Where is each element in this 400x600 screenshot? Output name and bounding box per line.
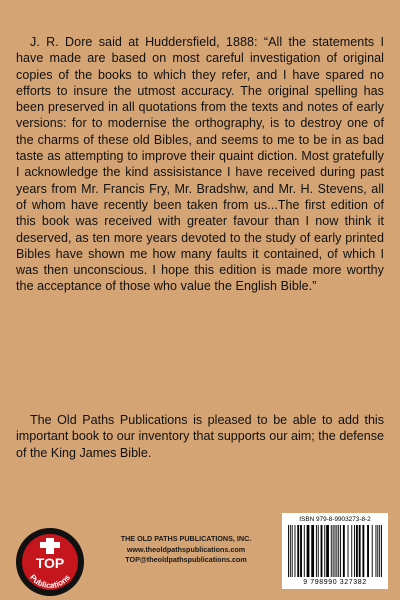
logo-top-text: TOP bbox=[35, 555, 65, 571]
barcode-bar bbox=[377, 525, 378, 577]
barcode-bar bbox=[372, 525, 373, 577]
barcode-bar bbox=[292, 525, 293, 577]
barcode-bar bbox=[290, 525, 291, 577]
barcode-bar bbox=[359, 525, 361, 577]
barcode-bar bbox=[356, 525, 358, 577]
barcode-bar bbox=[326, 525, 329, 577]
barcode-bar bbox=[338, 525, 339, 577]
isbn-barcode bbox=[282, 513, 388, 589]
dore-quote-paragraph: J. R. Dore said at Huddersfield, 1888: “All the statements I have made are based on most careful investigation of original copies of the books to which they refer, and I have spared no efforts to insure the utmost accuracy. The original spelling has been preserved in all quotations from the texts and notes of early versions: for to modernise the orthography, is to destroy one of the charms of these old Bibles, and seems to me to be in as bad taste as attempting to improve their quaint diction. Most gratefully I acknowledge the kind assisistance I have received during past years from Mr. Francis Fry, Mr. Bradshw, and Mr. H. Stevens, all of whom have recently been taken from us...The first edition of this book was received with greater favour than I now think it deserved, as ten more years devoted to the study of early printed Bibles have shown me how many faults it contained, of which I was then unconscious. I hope this edition is made more worthy the acceptance of those who value the English Bible.” bbox=[16, 35, 384, 294]
barcode-bar bbox=[340, 525, 341, 577]
logo-bottom-text: Publications bbox=[27, 572, 73, 591]
barcode-bar bbox=[331, 525, 332, 577]
barcode-bar bbox=[351, 525, 352, 577]
barcode-bar bbox=[297, 525, 299, 577]
barcode-bar bbox=[354, 525, 355, 577]
barcode-digits: 9 798990 327382 bbox=[303, 579, 367, 586]
publisher-name: THE OLD PATHS PUBLICATIONS, INC. bbox=[120, 534, 252, 543]
barcode-bar bbox=[362, 525, 364, 577]
barcode-bar bbox=[348, 525, 349, 577]
barcode-bar bbox=[333, 525, 334, 577]
top-publications-logo-icon bbox=[14, 526, 86, 598]
barcode-bar bbox=[321, 525, 323, 577]
barcode-bar bbox=[288, 525, 289, 577]
barcode-bar bbox=[335, 525, 336, 577]
barcode-bar bbox=[307, 525, 310, 577]
barcode-bar bbox=[318, 525, 319, 577]
barcode-bar bbox=[375, 525, 376, 577]
barcode-bar bbox=[367, 525, 369, 577]
barcode-bars-icon bbox=[282, 525, 388, 579]
barcode-bar bbox=[379, 525, 380, 577]
publisher-website: www.theoldpathspublications.com bbox=[126, 544, 246, 554]
barcode-bar bbox=[336, 525, 337, 577]
barcode-bar bbox=[316, 525, 317, 577]
barcode-bar bbox=[343, 525, 345, 577]
isbn-label: ISBN 979-8-9903273-8-2 bbox=[299, 516, 371, 523]
barcode-bar bbox=[295, 525, 296, 577]
publisher-email: TOP@theoldpathspublications.com bbox=[125, 555, 247, 564]
barcode-bar bbox=[381, 525, 382, 577]
publisher-info bbox=[96, 534, 276, 566]
publisher-statement-paragraph: The Old Paths Publications is pleased to be able to add this important book to our inventory that supports our aim; the defense of the King James Bible. bbox=[16, 413, 384, 460]
barcode-bar bbox=[304, 525, 305, 577]
barcode-bar bbox=[311, 525, 314, 577]
barcode-bar bbox=[300, 525, 302, 577]
barcode-bar bbox=[324, 525, 325, 577]
